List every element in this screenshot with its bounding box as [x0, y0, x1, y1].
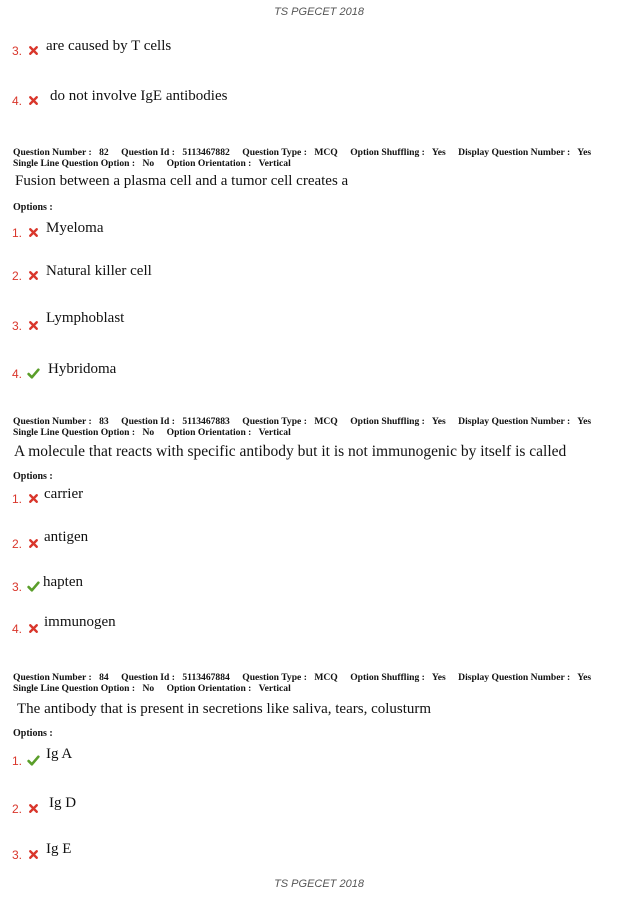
question-text: A molecule that reacts with specific antibody but it is not immunogenic by itself is called	[14, 443, 567, 460]
option-number: 3.	[12, 319, 23, 333]
wrong-cross-icon	[27, 94, 40, 107]
meta-label: Single Line Question Option :	[13, 683, 136, 694]
meta-label: Display Question Number :	[458, 672, 571, 683]
question-type: MCQ	[314, 416, 338, 427]
wrong-cross-icon	[27, 848, 40, 861]
option-number: 1.	[12, 492, 23, 506]
option-text: Ig A	[46, 746, 73, 762]
option-number: 1.	[12, 754, 23, 768]
meta-label: Option Orientation :	[166, 158, 252, 169]
option-text: carrier	[44, 486, 84, 502]
option-text: Ig D	[49, 795, 77, 811]
wrong-cross-icon	[27, 319, 40, 332]
option-text: Myeloma	[46, 220, 104, 236]
correct-check-icon	[27, 754, 40, 767]
meta-label: Question Number :	[13, 147, 92, 158]
correct-check-icon	[27, 367, 40, 380]
correct-check-icon	[27, 580, 40, 593]
option-number: 3.	[12, 44, 23, 58]
option-number: 1.	[12, 226, 23, 240]
meta-label: Single Line Question Option :	[13, 427, 136, 438]
option-shuffling: Yes	[431, 416, 446, 427]
meta-label: Question Type :	[242, 416, 307, 427]
option-number: 3.	[12, 580, 23, 594]
question-number: 83	[99, 416, 109, 427]
meta-label: Question Id :	[121, 672, 175, 683]
meta-label: Option Shuffling :	[350, 672, 425, 683]
meta-label: Question Number :	[13, 672, 92, 683]
meta-label: Option Shuffling :	[350, 147, 425, 158]
option-number: 2.	[12, 537, 23, 551]
question-number: 82	[99, 147, 109, 158]
wrong-cross-icon	[27, 622, 40, 635]
option-text: Hybridoma	[48, 361, 117, 377]
meta-label: Question Type :	[242, 672, 307, 683]
question-type: MCQ	[314, 147, 338, 158]
option-orientation: Vertical	[258, 158, 291, 169]
option-orientation: Vertical	[258, 683, 291, 694]
single-line-option: No	[142, 683, 155, 694]
question-id: 5113467883	[182, 416, 230, 427]
option-text: hapten	[43, 574, 83, 590]
wrong-cross-icon	[27, 44, 40, 57]
single-line-option: No	[142, 427, 155, 438]
option-text: do not involve IgE antibodies	[50, 88, 228, 104]
display-question-number: Yes	[577, 672, 592, 683]
display-question-number: Yes	[577, 416, 592, 427]
option-text: Ig E	[46, 841, 72, 857]
meta-label: Question Id :	[121, 147, 175, 158]
wrong-cross-icon	[27, 269, 40, 282]
option-number: 2.	[12, 269, 23, 283]
options-label: Options :	[13, 728, 53, 739]
option-text: are caused by T cells	[46, 38, 172, 54]
option-number: 2.	[12, 802, 23, 816]
option-number: 3.	[12, 848, 23, 862]
question-type: MCQ	[314, 672, 338, 683]
options-label: Options :	[13, 471, 53, 482]
question-meta	[13, 416, 613, 438]
question-text: The antibody that is present in secretions like saliva, tears, colusturm	[17, 701, 432, 717]
page-header: TS PGECET 2018	[274, 6, 364, 18]
meta-label: Question Number :	[13, 416, 92, 427]
meta-label: Display Question Number :	[458, 147, 571, 158]
question-text: Fusion between a plasma cell and a tumor cell creates a	[15, 173, 349, 189]
meta-label: Single Line Question Option :	[13, 158, 136, 169]
meta-label: Option Orientation :	[166, 427, 252, 438]
page-footer: TS PGECET 2018	[274, 878, 364, 890]
option-orientation: Vertical	[258, 427, 291, 438]
question-number: 84	[99, 672, 109, 683]
single-line-option: No	[142, 158, 155, 169]
option-number: 4.	[12, 367, 23, 381]
option-shuffling: Yes	[431, 147, 446, 158]
question-meta	[13, 147, 613, 169]
question-meta	[13, 672, 613, 694]
option-text: immunogen	[44, 614, 116, 630]
option-text: antigen	[44, 529, 89, 545]
question-id: 5113467882	[182, 147, 230, 158]
display-question-number: Yes	[577, 147, 592, 158]
wrong-cross-icon	[27, 226, 40, 239]
option-number: 4.	[12, 94, 23, 108]
meta-label: Question Type :	[242, 147, 307, 158]
option-text: Lymphoblast	[46, 310, 125, 326]
wrong-cross-icon	[27, 537, 40, 550]
wrong-cross-icon	[27, 802, 40, 815]
meta-label: Option Shuffling :	[350, 416, 425, 427]
options-label: Options :	[13, 202, 53, 213]
meta-label: Option Orientation :	[166, 683, 252, 694]
option-number: 4.	[12, 622, 23, 636]
meta-label: Question Id :	[121, 416, 175, 427]
option-shuffling: Yes	[431, 672, 446, 683]
option-text: Natural killer cell	[46, 263, 152, 279]
meta-label: Display Question Number :	[458, 416, 571, 427]
wrong-cross-icon	[27, 492, 40, 505]
question-id: 5113467884	[182, 672, 230, 683]
